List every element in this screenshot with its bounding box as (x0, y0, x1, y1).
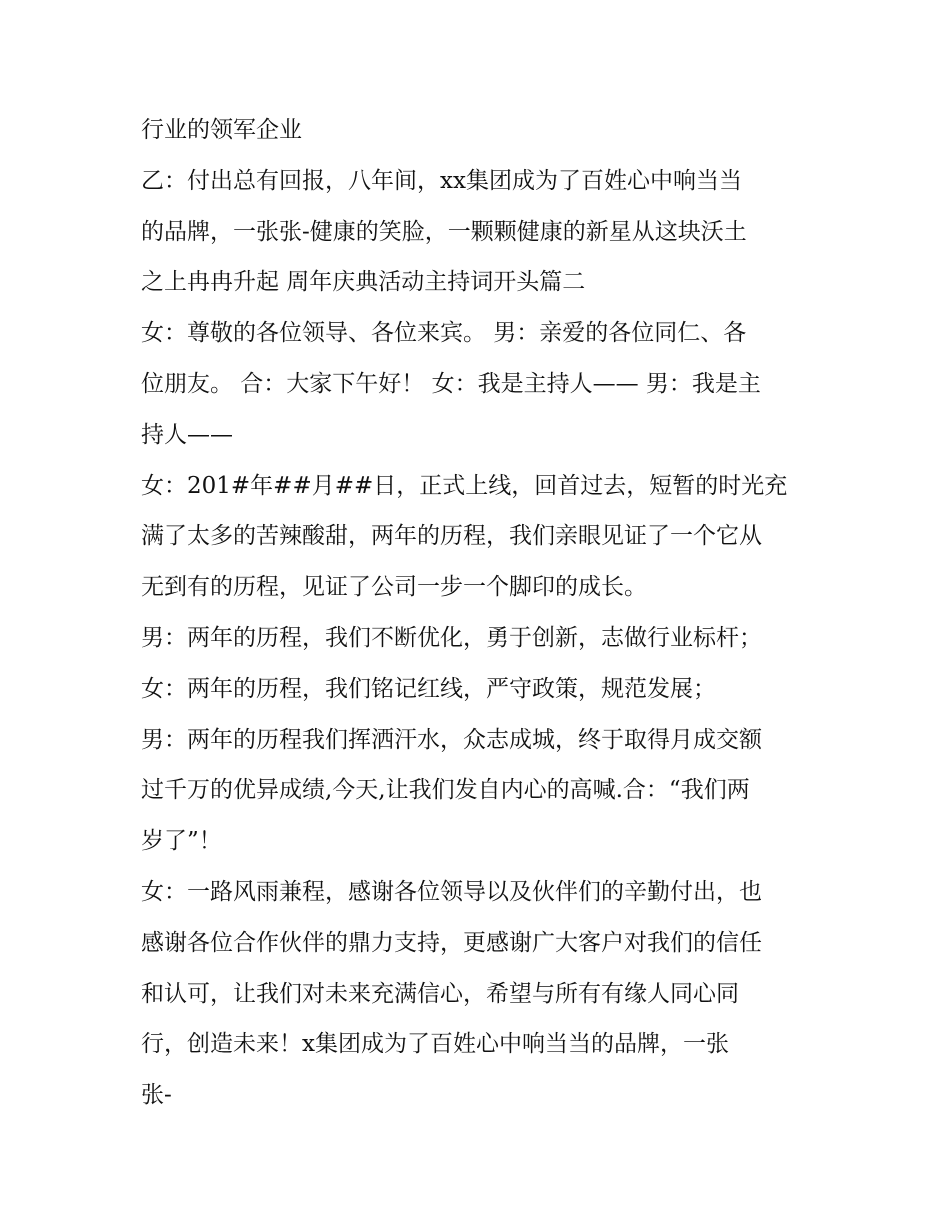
text-line: 满了太多的苦辣酸甜，两年的历程，我们亲眼见证了一个它从 (141, 523, 762, 550)
text-line: 和认可，让我们对未来充满信心，希望与所有有缘人同心同 (141, 980, 739, 1007)
text-line: 位朋友。 合：大家下午好！ 女：我是主持人—— 男：我是主 (141, 370, 761, 397)
text-line: 男：两年的历程我们挥洒汗水，众志成城，终于取得月成交额 (141, 726, 762, 753)
text-line: 女：201#年##月##日，正式上线，回首过去，短暂的时光充 (141, 472, 788, 499)
text-line: 之上冉冉升起 周年庆典活动主持词开头篇二 (141, 269, 586, 296)
text-line: 女：尊敬的各位领导、各位来宾。 男：亲爱的各位同仁、各 (141, 320, 747, 347)
text-line: 女：两年的历程，我们铭记红线，严守政策，规范发展； (141, 675, 716, 702)
document-body (141, 105, 821, 1121)
text-line: 持人—— (141, 421, 233, 448)
text-line: 男：两年的历程，我们不断优化，勇于创新，志做行业标杆； (141, 624, 762, 651)
text-line: 女：一路风雨兼程，感谢各位领导以及伙伴们的辛勤付出，也 (141, 878, 762, 905)
text-line: 张- (141, 1082, 172, 1109)
text-line: 岁了”！ (141, 828, 222, 855)
text-line: 无到有的历程，见证了公司一步一个脚印的成长。 (141, 574, 647, 601)
text-line: 感谢各位合作伙伴的鼎力支持，更感谢广大客户对我们的信任 (141, 929, 762, 956)
text-line: 行，创造未来！x集团成为了百姓心中响当当的品牌，一张 (141, 1031, 729, 1058)
text-line: 行业的领军企业 (141, 117, 302, 143)
text-line: 的品牌，一张张-健康的笑脸，一颗颗健康的新星从这块沃土 (141, 218, 747, 245)
text-line: 过千万的优异成绩,今天,让我们发自内心的高喊.合：“我们两 (141, 777, 750, 804)
text-line: 乙：付出总有回报，八年间，xx集团成为了百姓心中响当当 (141, 167, 742, 194)
